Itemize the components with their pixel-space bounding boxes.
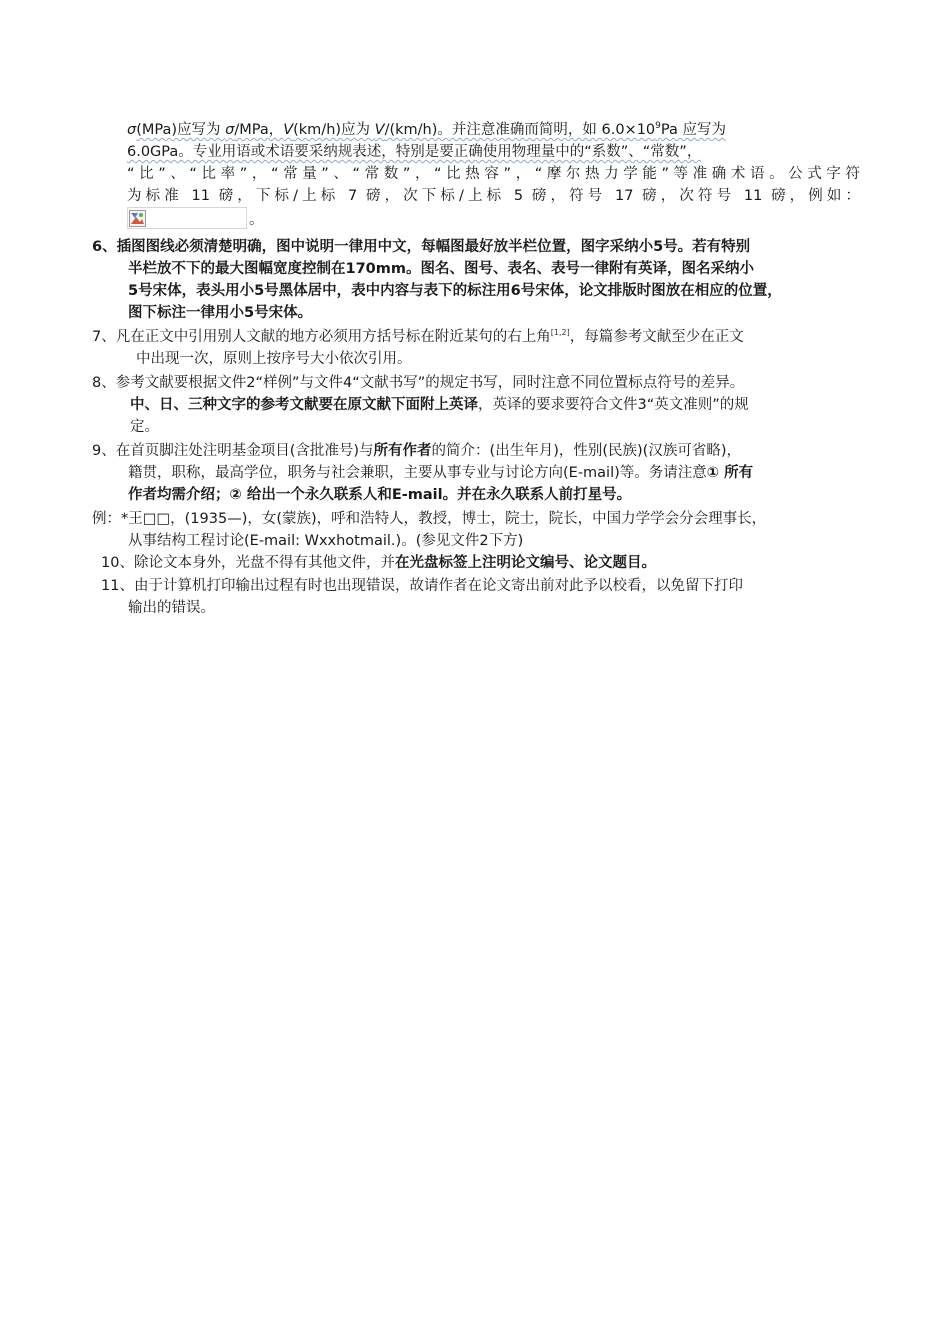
- line: 从事结构工程讨论(E-mail: Wxxhotmail.)。(参见文件2下方): [128, 533, 524, 549]
- broken-image-icon: [129, 210, 146, 227]
- line: 11、由于计算机打印输出过程有时也出现错误，故请作者在论文寄出前对此予以校看，以免留下打印: [101, 578, 743, 594]
- line: 半栏放不下的最大图幅宽度控制在170mm。图名、图号、表名、表号一律附有英译，图名采纳小: [128, 261, 754, 277]
- paragraph-disc: [101, 552, 871, 574]
- line: 5号宋体，表头用小5号黑体居中，表中内容与表下的标注用6号宋体，论文排版时图放在相应的位置，: [128, 283, 782, 299]
- line: 10、除论文本身外，光盘不得有其他文件，并在光盘标签上注明论文编号、论文题目。: [101, 555, 656, 571]
- line: 图下标注一律用小5号宋体。: [128, 305, 313, 321]
- line: 为标准 11 磅，下标/上标 7 磅，次下标/上标 5 磅，符号 17 磅，次符号 11 磅，例如：: [127, 188, 860, 204]
- line: 输出的错误。: [128, 600, 215, 616]
- paragraph-references: [92, 372, 872, 438]
- line: 7、凡在正文中引用别人文献的地方必须用方括号标在附近某句的右上角[1,2]，每篇参考文献至少在正文: [92, 328, 744, 345]
- line: 。: [127, 207, 860, 231]
- paragraph-proofread: [101, 575, 871, 619]
- line: σ(MPa)应写为 σ/MPa，V(km/h)应为 V/(km/h)。并注意准确而简明，如 $6.0\times 10^9Pa$ 应写为: [127, 121, 726, 138]
- paragraph-citations: [92, 326, 872, 370]
- line: 6、插图图线必须清楚明确，图中说明一律用中文，每幅图最好放半栏位置，图字采纳小5号。若有特别: [92, 239, 751, 255]
- line: 9、在首页脚注处注明基金项目(含批准号)与所有作者的简介：(出生年月)，性别(民族)(汉族可省略)，: [92, 443, 741, 459]
- line: 籍贯，职称，最高学位，职务与社会兼职，主要从事专业与讨论方向(E-mail)等。务请注意① 所有: [128, 465, 754, 481]
- line: 中出现一次，原则上按序号大小依次引用。: [136, 351, 412, 367]
- line: 8、参考文献要根据文件2“样例”与文件4“文献书写”的规定书写，同时注意不同位置标点符号的差异。: [92, 375, 745, 391]
- line: 定。: [130, 419, 159, 435]
- line: “比”、“比率”，“常量”、“常数”，“比热容”，“摩尔热力学能”等准确术语。公式字符: [127, 166, 860, 182]
- line: 中、日、三种文字的参考文献要在原文献下面附上英译，英译的要求要符合文件3“英文准则”的规: [130, 397, 749, 413]
- paragraph-units: [127, 119, 860, 231]
- line: 6.0GPa。专业用语或术语要采纳规表述，特别是要正确使用物理量中的“系数”、“常数”，: [127, 144, 702, 160]
- paragraph-author-info: [92, 440, 872, 506]
- example-block: [92, 508, 872, 552]
- line: 作者均需介绍；② 给出一个永久联系人和E-mail。并在永久联系人前打星号。: [128, 487, 632, 503]
- broken-image-placeholder: [127, 207, 247, 229]
- paragraph-figures: [92, 236, 872, 324]
- line: 例：*王□□，(1935—)，女(蒙族)，呼和浩特人，教授，博士，院士，院长，中国力学学会分会理事长，: [92, 511, 767, 527]
